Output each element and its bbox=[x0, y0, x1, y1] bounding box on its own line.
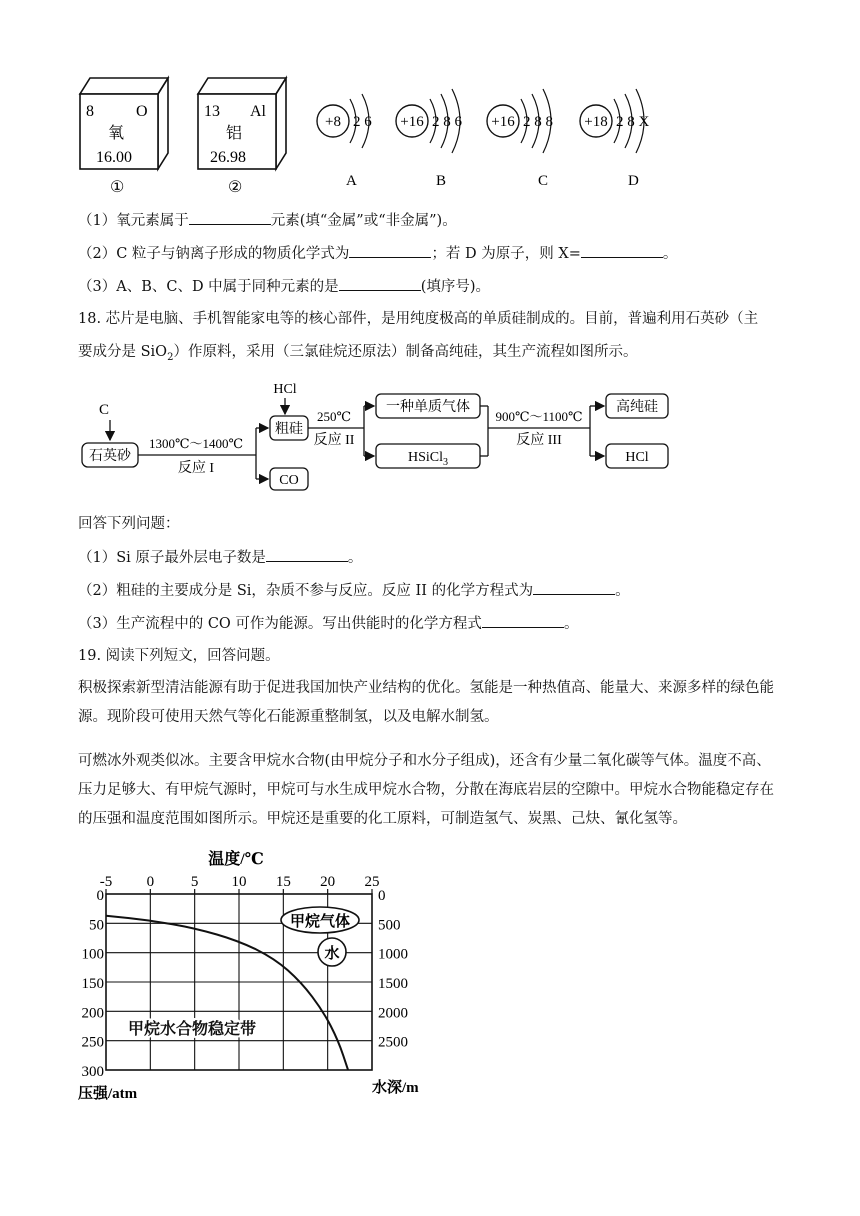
nucleus-charge: +18 bbox=[584, 114, 608, 130]
top-tick-label: 20 bbox=[320, 874, 336, 890]
hcl-output-label: HCl bbox=[625, 450, 649, 465]
q17-part1: （1）氧元素属于 元素(填“金属”或“非金属”)。 bbox=[78, 210, 457, 231]
methane-gas-annotation: 甲烷气体 bbox=[289, 914, 351, 930]
electron-shells: 2 8 X bbox=[616, 114, 650, 130]
left-tick-label: 200 bbox=[81, 1005, 104, 1022]
top-tick-label: 15 bbox=[275, 874, 291, 890]
reactant-c-label: C bbox=[98, 402, 110, 418]
q17-part3: （3）A、B、C、D 中属于同种元素的是 (填序号)。 bbox=[78, 276, 490, 297]
left-tick-label: 100 bbox=[81, 946, 104, 963]
atom-structure-b bbox=[396, 89, 463, 189]
top-tick-label: 5 bbox=[190, 874, 199, 890]
element-figure bbox=[70, 66, 670, 196]
element-tile-aluminum bbox=[198, 78, 286, 196]
right-tick-label: 2000 bbox=[378, 1005, 408, 1022]
tile-number: 8 bbox=[86, 103, 94, 120]
top-tick-label: -5 bbox=[99, 874, 113, 890]
pure-silicon-label: 高纯硅 bbox=[616, 400, 658, 415]
crude-silicon-label: 粗硅 bbox=[275, 422, 303, 437]
tile-symbol: O bbox=[136, 103, 148, 120]
tile-mass: 26.98 bbox=[210, 149, 246, 166]
top-tick-label: 10 bbox=[231, 874, 247, 890]
right-tick-label: 500 bbox=[378, 917, 401, 934]
atom-structure-a bbox=[317, 94, 372, 189]
chart-ticks bbox=[82, 874, 409, 1080]
tile-name: 氧 bbox=[108, 125, 125, 142]
elemental-gas-label: 一种单质气体 bbox=[386, 400, 470, 415]
answer-blank[interactable] bbox=[349, 243, 431, 258]
left-axis-label: 压强/atm bbox=[78, 1086, 138, 1102]
q17-part2: （2）C 粒子与钠离子形成的物质化学式为 ；若 D 为原子，则 X= 。 bbox=[78, 243, 677, 264]
right-axis-label: 水深/m bbox=[372, 1080, 419, 1096]
nucleus-charge: +8 bbox=[325, 114, 341, 130]
atom-structure-d bbox=[580, 89, 650, 189]
right-tick-label: 1500 bbox=[378, 976, 408, 992]
left-tick-label: 50 bbox=[89, 917, 104, 934]
hcl-input-label: HCl bbox=[273, 382, 297, 397]
right-tick-label: 2500 bbox=[378, 1034, 408, 1051]
answer-blank[interactable] bbox=[339, 276, 421, 291]
atom-label: A bbox=[346, 173, 357, 189]
q19-title: 19. 阅读下列短文，回答问题。 bbox=[78, 648, 280, 664]
top-axis-label: 温度/℃ bbox=[208, 851, 264, 868]
left-tick-label: 250 bbox=[81, 1034, 104, 1051]
top-tick-label: 0 bbox=[146, 874, 155, 890]
electron-shells: 2 6 bbox=[353, 114, 372, 130]
right-tick-label: 0 bbox=[378, 888, 386, 904]
reaction-1-label: 反应 I bbox=[177, 461, 215, 476]
condition-2: 250℃ bbox=[316, 409, 352, 424]
q18-part2: （2）粗硅的主要成分是 Si，杂质不参与反应。反应 II 的化学方程式为 。 bbox=[78, 580, 630, 601]
right-tick-label: 1000 bbox=[378, 946, 408, 963]
stability-zone-annotation: 甲烷水合物稳定带 bbox=[128, 1021, 257, 1038]
tile-name: 铝 bbox=[226, 125, 243, 142]
production-flow-diagram bbox=[78, 376, 718, 496]
nucleus-charge: +16 bbox=[491, 114, 515, 130]
q18-answer-prompt: 回答下列问题： bbox=[78, 516, 180, 532]
reaction-2-label: 反应 II bbox=[313, 433, 355, 448]
chart-curve-layer bbox=[106, 916, 348, 1070]
q19-paragraph-2: 可燃冰外观类似冰。主要含甲烷水合物(由甲烷分子和水分子组成)，还含有少量二氧化碳等气体。温度不高、压力足够大、有甲烷气源时，甲烷可与水生成甲烷水合物，分散在海底岩层的空隙中。甲烷水合物能稳定存在的压强和温度范围如图所示。甲烷还是重要的化工原料，可制造氢气、炭黑、己炔、氰化氢等。 bbox=[78, 753, 774, 827]
water-annotation: 水 bbox=[324, 946, 340, 962]
element-tile-oxygen bbox=[80, 78, 168, 196]
answer-blank[interactable] bbox=[189, 210, 271, 225]
q18-intro-line2: 要成分是 SiO$_2$）作原料，采用（三氯硅烷还原法）制备高纯硅，其生产流程如图所示。 bbox=[78, 344, 638, 363]
answer-blank[interactable] bbox=[581, 243, 663, 258]
q18-part1: （1）Si 原子最外层电子数是 。 bbox=[78, 547, 362, 568]
condition-1: 1300℃～1400℃ bbox=[148, 436, 244, 451]
atom-label: D bbox=[628, 173, 639, 189]
answer-blank[interactable] bbox=[482, 613, 564, 628]
quartz-sand-label: 石英砂 bbox=[89, 449, 131, 464]
answer-blank[interactable] bbox=[533, 580, 615, 595]
electron-shells: 2 8 6 bbox=[432, 114, 462, 130]
electron-shells: 2 8 8 bbox=[523, 114, 553, 130]
tile-number: 13 bbox=[204, 103, 220, 120]
top-tick-label: 25 bbox=[364, 874, 380, 890]
q19-paragraph-1: 积极探索新型清洁能源有助于促进我国加快产业结构的优化。氢能是一种热值高、能量大、来源多样的绿色能源。现阶段可使用天然气等化石能源重整制氢，以及电解水制氢。 bbox=[78, 680, 774, 725]
tile-index: ② bbox=[228, 179, 243, 196]
atom-structure-c bbox=[487, 89, 553, 189]
tile-index: ① bbox=[110, 179, 125, 196]
tile-symbol: Al bbox=[250, 103, 266, 120]
answer-blank[interactable] bbox=[266, 547, 348, 562]
atom-label: C bbox=[538, 173, 549, 189]
reaction-3-label: 反应 III bbox=[516, 433, 562, 448]
atom-label: B bbox=[436, 173, 447, 189]
q18-intro-line1: 18. 芯片是电脑、手机智能家电等的核心部件，是用纯度极高的单质硅制成的。目前，普遍利用石英砂（主 bbox=[78, 311, 759, 327]
left-tick-label: 0 bbox=[96, 888, 104, 904]
hsicl3-label: HSiCl$_3$ bbox=[407, 450, 449, 468]
left-tick-label: 300 bbox=[81, 1064, 104, 1080]
nucleus-charge: +16 bbox=[400, 114, 424, 130]
tile-mass: 16.00 bbox=[96, 149, 132, 166]
q18-part3: （3）生产流程中的 CO 可作为能源。写出供能时的化学方程式 。 bbox=[78, 613, 578, 634]
stability-boundary-curve bbox=[106, 916, 348, 1070]
methane-hydrate-stability-chart bbox=[76, 844, 446, 1106]
condition-3: 900℃～1100℃ bbox=[495, 409, 583, 424]
left-tick-label: 150 bbox=[81, 976, 104, 992]
co-label: CO bbox=[279, 473, 299, 488]
